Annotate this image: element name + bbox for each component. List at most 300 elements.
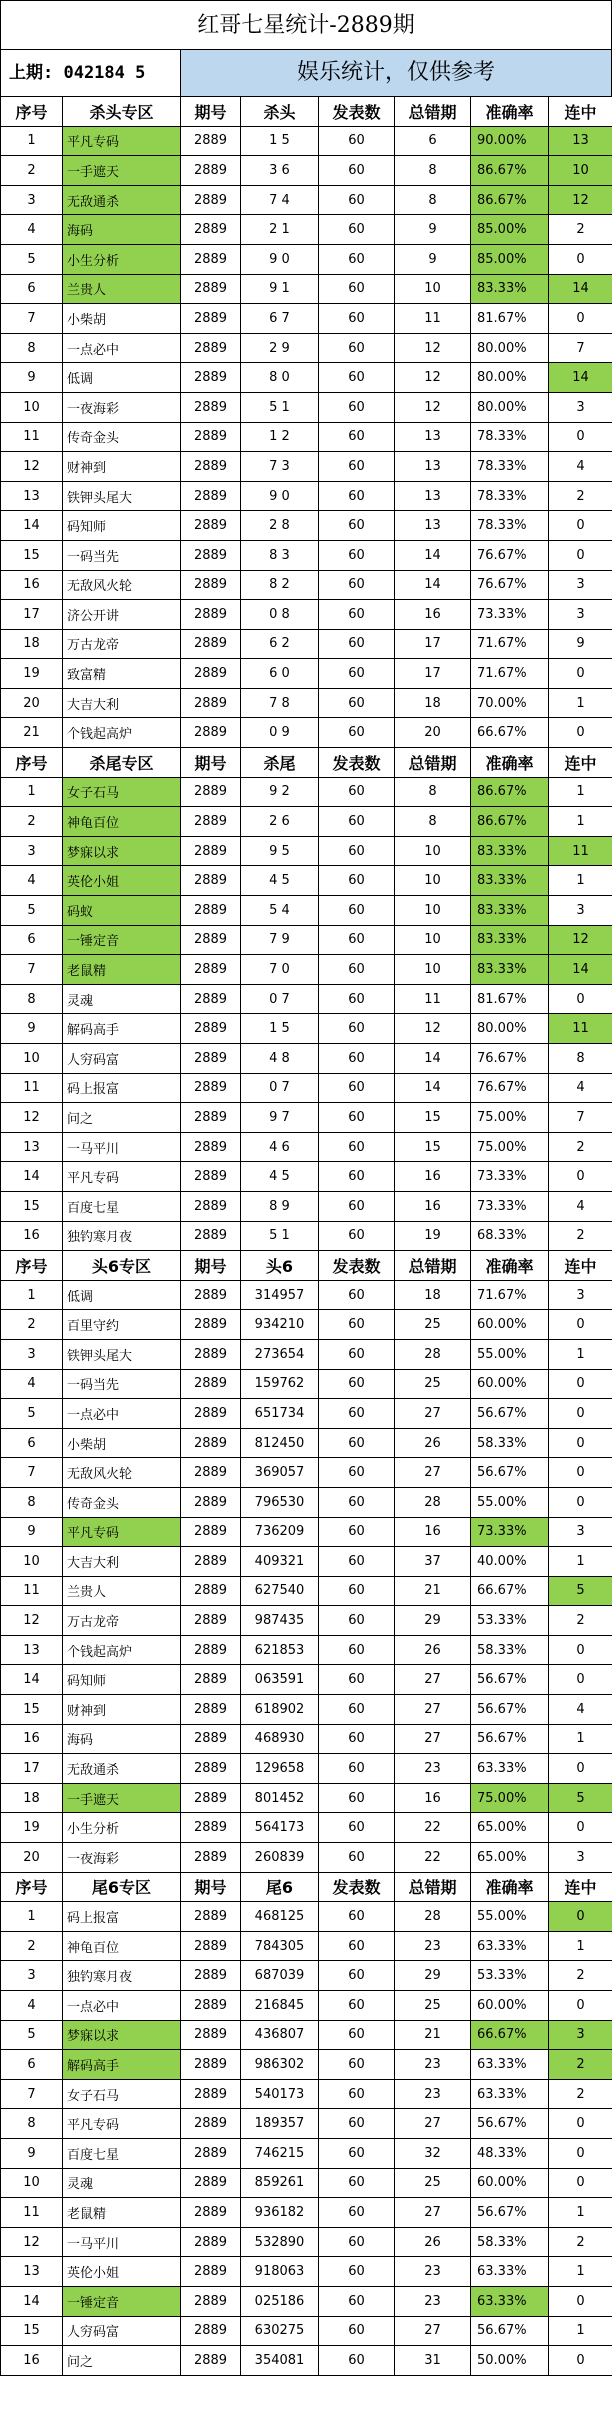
pick-value: 618902 — [241, 1695, 319, 1725]
accuracy: 76.67% — [471, 1044, 549, 1074]
row-number: 5 — [1, 896, 63, 926]
pick-value: 4 6 — [241, 1132, 319, 1162]
table-row — [1, 1902, 612, 1932]
table-row — [1, 1813, 612, 1843]
table-row — [1, 866, 612, 896]
pick-value: 2 9 — [241, 333, 319, 363]
last-period-label: 上期: 042184 5 — [1, 50, 181, 96]
accuracy: 78.33% — [471, 511, 549, 541]
streak-count: 5 — [549, 1783, 612, 1813]
issue-number: 2889 — [181, 1339, 241, 1369]
column-header: 头6 — [241, 1251, 319, 1281]
post-count: 60 — [319, 1162, 395, 1192]
predictor-name: 一马平川 — [63, 1132, 181, 1162]
streak-count: 0 — [549, 2286, 612, 2316]
post-count: 60 — [319, 274, 395, 304]
table-row — [1, 481, 612, 511]
pick-value: 354081 — [241, 2346, 319, 2376]
column-header: 期号 — [181, 1251, 241, 1281]
error-count: 14 — [395, 540, 471, 570]
post-count: 60 — [319, 363, 395, 393]
streak-count: 0 — [549, 1458, 612, 1488]
issue-number: 2889 — [181, 1458, 241, 1488]
post-count: 60 — [319, 185, 395, 215]
post-count: 60 — [319, 215, 395, 245]
accuracy: 80.00% — [471, 392, 549, 422]
issue-number: 2889 — [181, 1044, 241, 1074]
post-count: 60 — [319, 333, 395, 363]
streak-count: 0 — [549, 1487, 612, 1517]
subtitle-row — [0, 50, 612, 96]
predictor-name: 兰贵人 — [63, 1576, 181, 1606]
column-header: 杀头 — [241, 97, 319, 127]
error-count: 27 — [395, 1665, 471, 1695]
table-row — [1, 807, 612, 837]
predictor-name: 百里守约 — [63, 1310, 181, 1340]
issue-number: 2889 — [181, 333, 241, 363]
table-row — [1, 392, 612, 422]
page-title: 红哥七星统计-2889期 — [0, 0, 612, 50]
pick-value: 9 2 — [241, 777, 319, 807]
issue-number: 2889 — [181, 2168, 241, 2198]
issue-number: 2889 — [181, 452, 241, 482]
issue-number: 2889 — [181, 540, 241, 570]
accuracy: 73.33% — [471, 1191, 549, 1221]
streak-count: 2 — [549, 481, 612, 511]
pick-value: 6 0 — [241, 659, 319, 689]
row-number: 16 — [1, 2346, 63, 2376]
error-count: 21 — [395, 1576, 471, 1606]
table-row — [1, 1635, 612, 1665]
predictor-name: 一马平川 — [63, 2227, 181, 2257]
column-header: 期号 — [181, 97, 241, 127]
accuracy: 53.33% — [471, 1961, 549, 1991]
table-row — [1, 1517, 612, 1547]
row-number: 14 — [1, 1162, 63, 1192]
post-count: 60 — [319, 1399, 395, 1429]
predictor-name: 济公开讲 — [63, 600, 181, 630]
pick-value: 540173 — [241, 2079, 319, 2109]
post-count: 60 — [319, 955, 395, 985]
table-row — [1, 1931, 612, 1961]
column-header: 序号 — [1, 1251, 63, 1281]
issue-number: 2889 — [181, 2316, 241, 2346]
error-count: 26 — [395, 1635, 471, 1665]
error-count: 29 — [395, 1961, 471, 1991]
post-count: 60 — [319, 2257, 395, 2287]
streak-count: 12 — [549, 185, 612, 215]
table-row — [1, 1606, 612, 1636]
predictor-name: 致富精 — [63, 659, 181, 689]
pick-value: 6 2 — [241, 629, 319, 659]
issue-number: 2889 — [181, 1843, 241, 1873]
issue-number: 2889 — [181, 2138, 241, 2168]
table-row — [1, 925, 612, 955]
error-count: 23 — [395, 2050, 471, 2080]
table-row — [1, 2286, 612, 2316]
pick-value: 1 2 — [241, 422, 319, 452]
predictor-name: 解码高手 — [63, 2050, 181, 2080]
predictor-name: 女子石马 — [63, 2079, 181, 2109]
streak-count: 9 — [549, 629, 612, 659]
streak-count: 0 — [549, 2109, 612, 2139]
table-row — [1, 1399, 612, 1429]
accuracy: 56.67% — [471, 2109, 549, 2139]
pick-value: 4 5 — [241, 1162, 319, 1192]
row-number: 6 — [1, 925, 63, 955]
column-header: 头6专区 — [63, 1251, 181, 1281]
streak-count: 1 — [549, 2316, 612, 2346]
column-header: 杀头专区 — [63, 97, 181, 127]
predictor-name: 个钱起高炉 — [63, 1635, 181, 1665]
predictor-name: 财神到 — [63, 1695, 181, 1725]
row-number: 3 — [1, 836, 63, 866]
post-count: 60 — [319, 304, 395, 334]
predictor-name: 一锤定音 — [63, 925, 181, 955]
predictor-name: 无敌通杀 — [63, 1754, 181, 1784]
post-count: 60 — [319, 2227, 395, 2257]
column-header: 序号 — [1, 97, 63, 127]
error-count: 17 — [395, 629, 471, 659]
row-number: 19 — [1, 659, 63, 689]
accuracy: 83.33% — [471, 925, 549, 955]
error-count: 10 — [395, 896, 471, 926]
accuracy: 71.67% — [471, 1280, 549, 1310]
row-number: 18 — [1, 1783, 63, 1813]
accuracy: 56.67% — [471, 1665, 549, 1695]
accuracy: 90.00% — [471, 126, 549, 156]
streak-count: 3 — [549, 392, 612, 422]
streak-count: 3 — [549, 2020, 612, 2050]
pick-value: 5 1 — [241, 392, 319, 422]
streak-count: 0 — [549, 718, 612, 748]
issue-number: 2889 — [181, 2109, 241, 2139]
row-number: 8 — [1, 333, 63, 363]
streak-count: 0 — [549, 1754, 612, 1784]
disclaimer-banner: 娱乐统计，仅供参考 — [181, 50, 611, 96]
issue-number: 2889 — [181, 1754, 241, 1784]
predictor-name: 英伦小姐 — [63, 866, 181, 896]
predictor-name: 一点必中 — [63, 1991, 181, 2021]
predictor-name: 英伦小姐 — [63, 2257, 181, 2287]
row-number: 13 — [1, 1635, 63, 1665]
error-count: 29 — [395, 1606, 471, 1636]
streak-count: 13 — [549, 126, 612, 156]
streak-count: 2 — [549, 1606, 612, 1636]
pick-value: 409321 — [241, 1547, 319, 1577]
accuracy: 56.67% — [471, 1724, 549, 1754]
pick-value: 7 9 — [241, 925, 319, 955]
streak-count: 0 — [549, 2168, 612, 2198]
accuracy: 60.00% — [471, 1369, 549, 1399]
column-header: 发表数 — [319, 1251, 395, 1281]
row-number: 6 — [1, 274, 63, 304]
error-count: 12 — [395, 392, 471, 422]
error-count: 10 — [395, 955, 471, 985]
predictor-name: 码上报富 — [63, 1073, 181, 1103]
pick-value: 2 6 — [241, 807, 319, 837]
table-row — [1, 511, 612, 541]
post-count: 60 — [319, 1428, 395, 1458]
row-number: 17 — [1, 600, 63, 630]
streak-count: 2 — [549, 2050, 612, 2080]
row-number: 7 — [1, 1458, 63, 1488]
streak-count: 1 — [549, 807, 612, 837]
streak-count: 0 — [549, 1665, 612, 1695]
row-number: 15 — [1, 540, 63, 570]
row-number: 20 — [1, 1843, 63, 1873]
issue-number: 2889 — [181, 1014, 241, 1044]
row-number: 16 — [1, 1724, 63, 1754]
post-count: 60 — [319, 570, 395, 600]
accuracy: 40.00% — [471, 1547, 549, 1577]
streak-count: 14 — [549, 363, 612, 393]
streak-count: 2 — [549, 1961, 612, 1991]
predictor-name: 兰贵人 — [63, 274, 181, 304]
error-count: 23 — [395, 2286, 471, 2316]
accuracy: 71.67% — [471, 659, 549, 689]
predictor-name: 铁钾头尾大 — [63, 1339, 181, 1369]
post-count: 60 — [319, 659, 395, 689]
error-count: 27 — [395, 1695, 471, 1725]
predictor-name: 一码当先 — [63, 1369, 181, 1399]
predictor-name: 码上报富 — [63, 1902, 181, 1932]
pick-value: 7 4 — [241, 185, 319, 215]
streak-count: 3 — [549, 1843, 612, 1873]
predictor-name: 大吉大利 — [63, 1547, 181, 1577]
accuracy: 83.33% — [471, 274, 549, 304]
column-header: 连中 — [549, 1872, 612, 1902]
streak-count: 11 — [549, 1014, 612, 1044]
post-count: 60 — [319, 2138, 395, 2168]
row-number: 13 — [1, 481, 63, 511]
row-number: 17 — [1, 1754, 63, 1784]
issue-number: 2889 — [181, 1517, 241, 1547]
issue-number: 2889 — [181, 1576, 241, 1606]
accuracy: 86.67% — [471, 777, 549, 807]
streak-count: 4 — [549, 1695, 612, 1725]
accuracy: 63.33% — [471, 2050, 549, 2080]
post-count: 60 — [319, 1103, 395, 1133]
post-count: 60 — [319, 866, 395, 896]
error-count: 12 — [395, 333, 471, 363]
column-header: 期号 — [181, 748, 241, 778]
accuracy: 83.33% — [471, 866, 549, 896]
table-row — [1, 1754, 612, 1784]
post-count: 60 — [319, 1754, 395, 1784]
streak-count: 14 — [549, 274, 612, 304]
pick-value: 687039 — [241, 1961, 319, 1991]
post-count: 60 — [319, 1902, 395, 1932]
streak-count: 0 — [549, 1399, 612, 1429]
pick-value: 812450 — [241, 1428, 319, 1458]
streak-count: 0 — [549, 304, 612, 334]
table-row — [1, 1961, 612, 1991]
predictor-name: 海码 — [63, 1724, 181, 1754]
accuracy: 85.00% — [471, 215, 549, 245]
streak-count: 0 — [549, 1813, 612, 1843]
post-count: 60 — [319, 688, 395, 718]
post-count: 60 — [319, 2050, 395, 2080]
predictor-name: 百度七星 — [63, 2138, 181, 2168]
error-count: 16 — [395, 1783, 471, 1813]
streak-count: 2 — [549, 1132, 612, 1162]
issue-number: 2889 — [181, 363, 241, 393]
error-count: 18 — [395, 688, 471, 718]
issue-number: 2889 — [181, 1783, 241, 1813]
predictor-name: 灵魂 — [63, 2168, 181, 2198]
accuracy: 80.00% — [471, 363, 549, 393]
error-count: 9 — [395, 215, 471, 245]
pick-value: 918063 — [241, 2257, 319, 2287]
row-number: 7 — [1, 304, 63, 334]
pick-value: 189357 — [241, 2109, 319, 2139]
issue-number: 2889 — [181, 1310, 241, 1340]
predictor-name: 老鼠精 — [63, 955, 181, 985]
streak-count: 0 — [549, 2138, 612, 2168]
post-count: 60 — [319, 718, 395, 748]
column-header: 总错期 — [395, 1251, 471, 1281]
accuracy: 63.33% — [471, 2257, 549, 2287]
row-number: 11 — [1, 2198, 63, 2228]
accuracy: 83.33% — [471, 955, 549, 985]
post-count: 60 — [319, 2020, 395, 2050]
predictor-name: 神龟百位 — [63, 1931, 181, 1961]
accuracy: 78.33% — [471, 481, 549, 511]
error-count: 25 — [395, 2168, 471, 2198]
pick-value: 7 8 — [241, 688, 319, 718]
error-count: 10 — [395, 836, 471, 866]
error-count: 27 — [395, 2109, 471, 2139]
streak-count: 7 — [549, 333, 612, 363]
table-row — [1, 1132, 612, 1162]
error-count: 26 — [395, 1428, 471, 1458]
accuracy: 81.67% — [471, 984, 549, 1014]
row-number: 11 — [1, 422, 63, 452]
post-count: 60 — [319, 2198, 395, 2228]
pick-value: 934210 — [241, 1310, 319, 1340]
issue-number: 2889 — [181, 807, 241, 837]
streak-count: 3 — [549, 1517, 612, 1547]
pick-value: 936182 — [241, 2198, 319, 2228]
table-row — [1, 333, 612, 363]
section-header-row — [1, 97, 612, 127]
streak-count: 2 — [549, 1221, 612, 1251]
streak-count: 4 — [549, 452, 612, 482]
error-count: 23 — [395, 2079, 471, 2109]
row-number: 13 — [1, 1132, 63, 1162]
predictor-name: 灵魂 — [63, 984, 181, 1014]
issue-number: 2889 — [181, 1695, 241, 1725]
issue-number: 2889 — [181, 1162, 241, 1192]
row-number: 9 — [1, 2138, 63, 2168]
pick-value: 2 8 — [241, 511, 319, 541]
accuracy: 68.33% — [471, 1221, 549, 1251]
stats-table-body — [1, 97, 612, 2376]
streak-count: 14 — [549, 955, 612, 985]
error-count: 15 — [395, 1103, 471, 1133]
column-header: 发表数 — [319, 1872, 395, 1902]
pick-value: 796530 — [241, 1487, 319, 1517]
streak-count: 0 — [549, 511, 612, 541]
table-row — [1, 718, 612, 748]
pick-value: 159762 — [241, 1369, 319, 1399]
predictor-name: 独钓寒月夜 — [63, 1961, 181, 1991]
pick-value: 0 8 — [241, 600, 319, 630]
streak-count: 7 — [549, 1103, 612, 1133]
pick-value: 273654 — [241, 1339, 319, 1369]
row-number: 6 — [1, 1428, 63, 1458]
table-row — [1, 1310, 612, 1340]
row-number: 4 — [1, 1991, 63, 2021]
accuracy: 65.00% — [471, 1843, 549, 1873]
error-count: 10 — [395, 925, 471, 955]
error-count: 19 — [395, 1221, 471, 1251]
issue-number: 2889 — [181, 1724, 241, 1754]
error-count: 9 — [395, 244, 471, 274]
predictor-name: 一锤定音 — [63, 2286, 181, 2316]
error-count: 27 — [395, 1458, 471, 1488]
row-number: 5 — [1, 244, 63, 274]
post-count: 60 — [319, 2109, 395, 2139]
error-count: 16 — [395, 1517, 471, 1547]
table-row — [1, 1458, 612, 1488]
column-header: 总错期 — [395, 97, 471, 127]
post-count: 60 — [319, 1843, 395, 1873]
accuracy: 60.00% — [471, 1991, 549, 2021]
error-count: 23 — [395, 1754, 471, 1784]
row-number: 10 — [1, 1547, 63, 1577]
issue-number: 2889 — [181, 244, 241, 274]
post-count: 60 — [319, 1606, 395, 1636]
issue-number: 2889 — [181, 215, 241, 245]
row-number: 2 — [1, 156, 63, 186]
streak-count: 1 — [549, 866, 612, 896]
pick-value: 8 3 — [241, 540, 319, 570]
post-count: 60 — [319, 896, 395, 926]
row-number: 3 — [1, 1339, 63, 1369]
accuracy: 86.67% — [471, 156, 549, 186]
pick-value: 9 0 — [241, 481, 319, 511]
accuracy: 81.67% — [471, 304, 549, 334]
predictor-name: 码蚁 — [63, 896, 181, 926]
issue-number: 2889 — [181, 1280, 241, 1310]
pick-value: 986302 — [241, 2050, 319, 2080]
post-count: 60 — [319, 2079, 395, 2109]
column-header: 连中 — [549, 97, 612, 127]
pick-value: 216845 — [241, 1991, 319, 2021]
error-count: 27 — [395, 2198, 471, 2228]
error-count: 23 — [395, 1931, 471, 1961]
pick-value: 436807 — [241, 2020, 319, 2050]
predictor-name: 传奇金头 — [63, 422, 181, 452]
error-count: 22 — [395, 1843, 471, 1873]
accuracy: 63.33% — [471, 2286, 549, 2316]
error-count: 12 — [395, 363, 471, 393]
issue-number: 2889 — [181, 1103, 241, 1133]
pick-value: 1 5 — [241, 126, 319, 156]
row-number: 13 — [1, 2257, 63, 2287]
issue-number: 2889 — [181, 2079, 241, 2109]
issue-number: 2889 — [181, 925, 241, 955]
pick-value: 3 6 — [241, 156, 319, 186]
streak-count: 3 — [549, 896, 612, 926]
accuracy: 83.33% — [471, 896, 549, 926]
row-number: 18 — [1, 629, 63, 659]
error-count: 14 — [395, 1073, 471, 1103]
pick-value: 4 5 — [241, 866, 319, 896]
error-count: 21 — [395, 2020, 471, 2050]
